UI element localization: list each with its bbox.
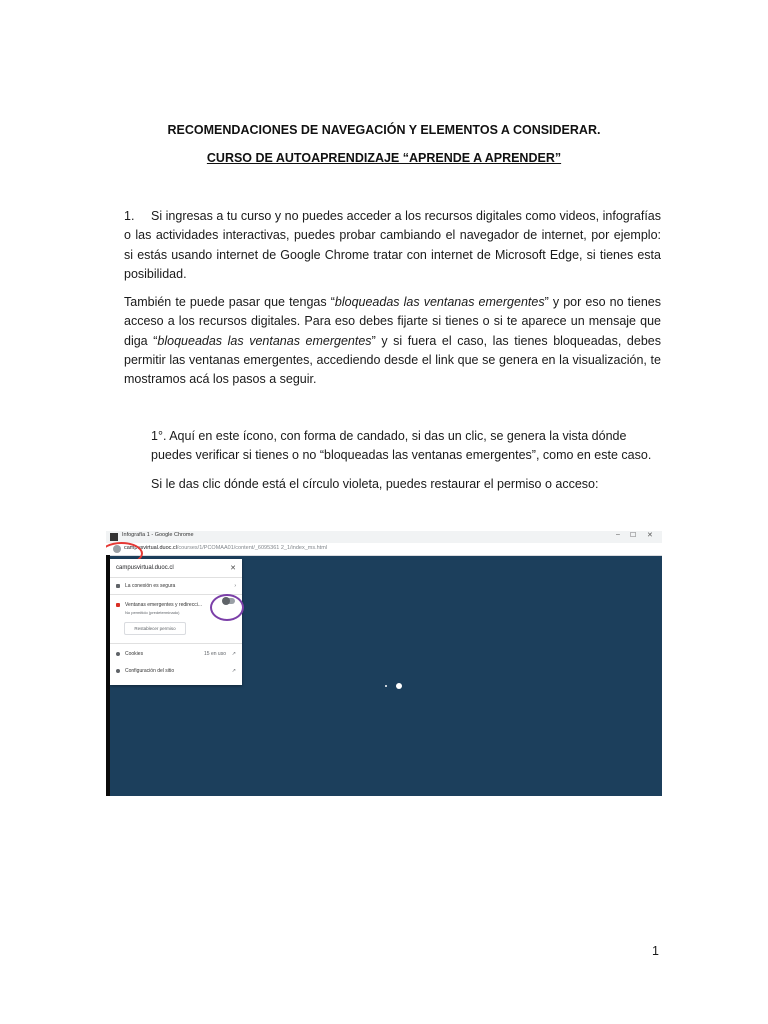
url-path: /courses/1/PCOMAA01/content/_6095361 2_1/index_ms.html	[176, 545, 328, 551]
loading-dot	[396, 683, 402, 689]
window-title: Infografía 1 - Google Chrome	[122, 532, 194, 538]
document-title: RECOMENDACIONES DE NAVEGACIÓN Y ELEMENTOS A CONSIDERAR.	[167, 123, 601, 137]
paragraph-2-italic-2: bloqueadas las ventanas emergentes	[157, 333, 372, 348]
popup-blocked-icon	[116, 603, 120, 607]
lock-icon	[116, 584, 120, 588]
browser-screenshot	[106, 531, 662, 796]
paragraph-1	[124, 207, 661, 284]
site-settings-label: Configuración del sitio	[125, 668, 175, 674]
reset-permission-button[interactable]: Restablecer permiso	[124, 622, 186, 635]
secure-connection-row[interactable]	[116, 583, 238, 589]
popup-close-icon[interactable]: ✕	[230, 565, 236, 572]
cookies-label: Cookies	[125, 651, 144, 657]
close-icon[interactable]: ✕	[647, 532, 653, 539]
paragraph-2-italic-1: bloqueadas las ventanas emergentes	[334, 295, 545, 309]
paragraph-3: 1°. Aquí en este ícono, con forma de candado, si das un clic, se genera la vista dónde puedes verificar si tienes o no “bloqueadas las ventanas emergentes”, como en este caso.	[151, 429, 652, 463]
paragraph-4: Si le das clic dónde está el círculo violeta, puedes restaurar el permiso o acceso:	[151, 477, 599, 491]
site-settings-row[interactable]	[116, 668, 238, 674]
paragraph-1-text: Si ingresas a tu curso y no puedes acceder a los recursos digitales como videos, infografías o las actividades interactivas, puedes probar cambiando el navegador de internet, por ejemplo: si estás usando internet de Google Chrome tratar con internet de Microsoft Edge, si tienes esta posibilidad.	[124, 209, 661, 281]
divider	[110, 577, 242, 578]
purple-highlight-circle	[210, 594, 244, 621]
paragraph-2	[124, 293, 661, 389]
secure-label: La conexión es segura	[125, 583, 176, 589]
cookie-icon	[116, 652, 120, 656]
popup-host: campusvirtual.duoc.cl	[116, 565, 174, 571]
minimize-icon[interactable]: –	[616, 531, 620, 538]
popups-label: Ventanas emergentes y redirecci...	[125, 602, 202, 608]
popups-status: No permitido (predeterminado)	[125, 610, 180, 615]
external-link-icon: ↗	[231, 668, 236, 674]
maximize-icon[interactable]: ☐	[630, 532, 637, 539]
settings-icon	[116, 669, 120, 673]
chevron-right-icon: ›	[234, 583, 236, 589]
divider	[110, 643, 242, 644]
document-subtitle: CURSO DE AUTOAPRENDIZAJE “APRENDE A APRENDER”	[206, 151, 562, 165]
cookies-count: 15 en uso	[204, 651, 226, 657]
app-icon	[110, 533, 118, 541]
cookies-row[interactable]	[116, 651, 238, 657]
list-number: 1.	[124, 209, 135, 223]
url-host: campusvirtual.duoc.cl	[124, 545, 177, 551]
url-text[interactable]	[124, 545, 327, 551]
address-bar[interactable]	[106, 543, 662, 556]
paragraph-2-part-b: ” y por eso no tienes acceso a los recursos digitales. Para eso debes fijarte si tienes o si te aparece un mensaje que diga “	[124, 295, 661, 348]
paragraph-2-part-c: ” y si fuera el caso, las tienes bloqueadas, debes permitir las ventanas emergentes, accediendo desde el link que se genera en la visualización, te mostramos acá los pasos a seguir.	[124, 333, 661, 387]
page-number: 1	[652, 944, 659, 958]
paragraph-2-part-a: También te puede pasar que tengas “	[124, 295, 335, 309]
external-link-icon: ↗	[231, 651, 236, 657]
site-info-popup	[110, 559, 242, 685]
loading-dot	[385, 685, 387, 687]
